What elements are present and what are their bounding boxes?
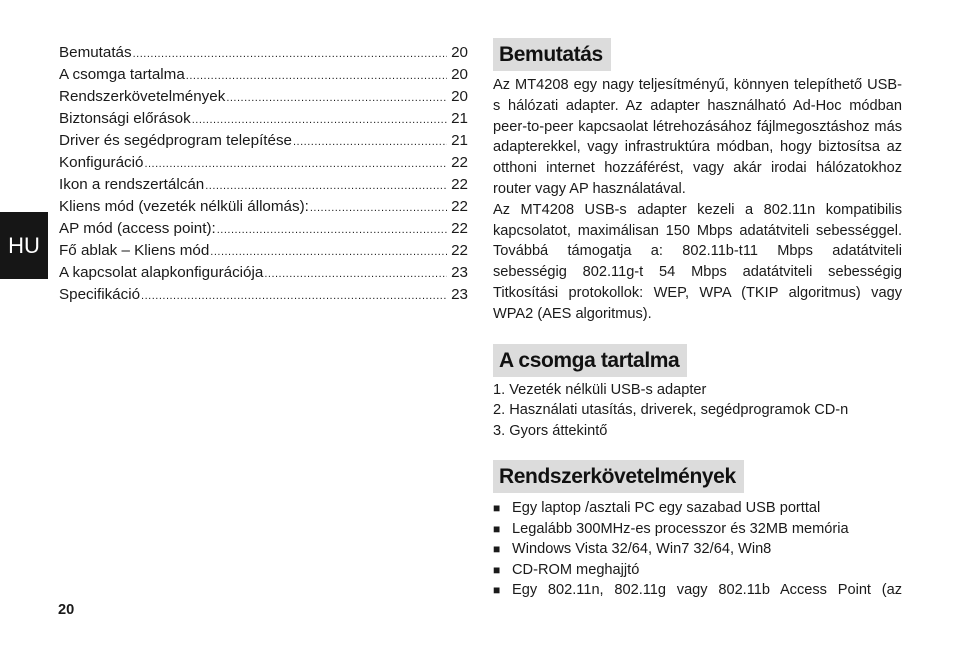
toc-entry[interactable] (59, 108, 468, 130)
toc-label: Kliens mód (vezeték nélküli állomás): (59, 198, 309, 215)
toc-leader (210, 241, 447, 263)
list-item-text: Egy 802.11n, 802.11g vagy 802.11b Access Point (az (512, 582, 902, 599)
toc-label: Bemutatás (59, 44, 132, 61)
toc-page: 23 (451, 264, 468, 281)
toc-label: A csomga tartalma (59, 66, 185, 83)
list-item (493, 560, 902, 581)
toc-page: 20 (451, 44, 468, 61)
toc-page: 22 (451, 154, 468, 171)
toc-page: 21 (451, 110, 468, 127)
toc-label: Rendszerkövetelmények (59, 88, 226, 105)
package-list (493, 380, 902, 442)
list-item (493, 580, 902, 601)
list-item-text: Legalább 300MHz-es processzor és 32MB memória (512, 520, 849, 537)
toc-entry[interactable] (59, 284, 468, 306)
toc-leader (205, 175, 447, 197)
toc-leader (144, 153, 447, 175)
list-item: 3. Gyors áttekintő (493, 423, 608, 440)
intro-paragraph-2: Az MT4208 USB-s adapter kezeli a 802.11n kompatibilis kapcsolatot, maximálisan 150 Mbps adatátviteli sebességgel. Továbbá támogatja a: 802.11b-t11 Mbps adatátviteli sebességig 802.11g-t 54 Mbps adatátviteli sebességig Titkosítási protokollok: WEP, WPA (TKIP algoritmus) vagy WPA2 (AES algoritmus). (493, 201, 902, 322)
toc-page: 20 (451, 88, 468, 105)
requirements-list (493, 498, 902, 601)
requirements-heading: Rendszerkövetelmények (493, 460, 744, 493)
toc-leader (264, 263, 447, 285)
intro-paragraph-1: Az MT4208 egy nagy teljesítményű, könnyen telepíthető USB-s hálózati adapter. Az adapter használható Ad-Hoc módban peer-to-peer kapcsaolat létrehozásához fájlmegosztáshoz más adapterekkel, vagy infrastruktúra módban, hogy biztosítsa az otthoni internet hozzáférést, vagy akár irodai hálózatokhoz router vagy AP használatával. (493, 77, 902, 197)
toc-label: A kapcsolat alapkonfigurációja (59, 264, 264, 281)
toc-page: 22 (451, 242, 468, 259)
square-bullet-icon: ■ (493, 542, 501, 557)
toc-label: Ikon a rendszertálcán (59, 176, 205, 193)
list-item-text: CD-ROM meghajjtó (512, 561, 640, 578)
square-bullet-icon: ■ (493, 583, 501, 598)
toc-page: 22 (451, 220, 468, 237)
toc-leader (217, 219, 447, 241)
toc-entry[interactable] (59, 64, 468, 86)
toc-label: Biztonsági előrások (59, 110, 191, 127)
toc-entry[interactable] (59, 262, 468, 284)
list-item (493, 539, 902, 560)
toc-page: 22 (451, 176, 468, 193)
page-number: 20 (58, 602, 75, 618)
square-bullet-icon: ■ (493, 562, 501, 577)
toc-page: 23 (451, 286, 468, 303)
list-item: 1. Vezeték nélküli USB-s adapter (493, 381, 707, 398)
toc-leader (186, 65, 447, 87)
list-item-text: Windows Vista 32/64, Win7 32/64, Win8 (512, 541, 772, 558)
toc-label: Konfiguráció (59, 154, 144, 171)
toc-entry[interactable] (59, 240, 468, 262)
toc-entry[interactable] (59, 152, 468, 174)
intro-heading: Bemutatás (493, 38, 611, 71)
toc-entry[interactable] (59, 196, 468, 218)
square-bullet-icon: ■ (493, 500, 501, 515)
toc-leader (192, 109, 447, 131)
toc-entry[interactable] (59, 174, 468, 196)
list-item-text: Egy laptop /asztali PC egy sazabad USB porttal (512, 499, 821, 516)
toc-leader (133, 43, 447, 65)
toc-page: 22 (451, 198, 468, 215)
requirements-section (493, 460, 902, 601)
toc-entry[interactable] (59, 130, 468, 152)
toc-label: AP mód (access point): (59, 220, 216, 237)
content-column (493, 38, 902, 601)
toc-leader (226, 87, 447, 109)
toc-entry[interactable] (59, 218, 468, 240)
list-item (493, 498, 902, 519)
toc-page: 20 (451, 66, 468, 83)
toc-page: 21 (451, 132, 468, 149)
intro-section (493, 38, 902, 325)
toc-leader (293, 131, 447, 153)
toc-leader (310, 197, 447, 219)
toc-label: Specifikáció (59, 286, 141, 303)
table-of-contents (59, 42, 468, 306)
language-tab: HU (0, 212, 48, 279)
package-heading: A csomga tartalma (493, 344, 687, 377)
square-bullet-icon: ■ (493, 521, 501, 536)
toc-label: Fő ablak – Kliens mód (59, 242, 210, 259)
list-item: 2. Használati utasítás, driverek, segédprogramok CD-n (493, 402, 849, 419)
toc-entry[interactable] (59, 42, 468, 64)
toc-entry[interactable] (59, 86, 468, 108)
toc-label: Driver és segédprogram telepítése (59, 132, 292, 149)
toc-leader (141, 285, 447, 307)
package-section (493, 344, 902, 442)
list-item (493, 519, 902, 540)
